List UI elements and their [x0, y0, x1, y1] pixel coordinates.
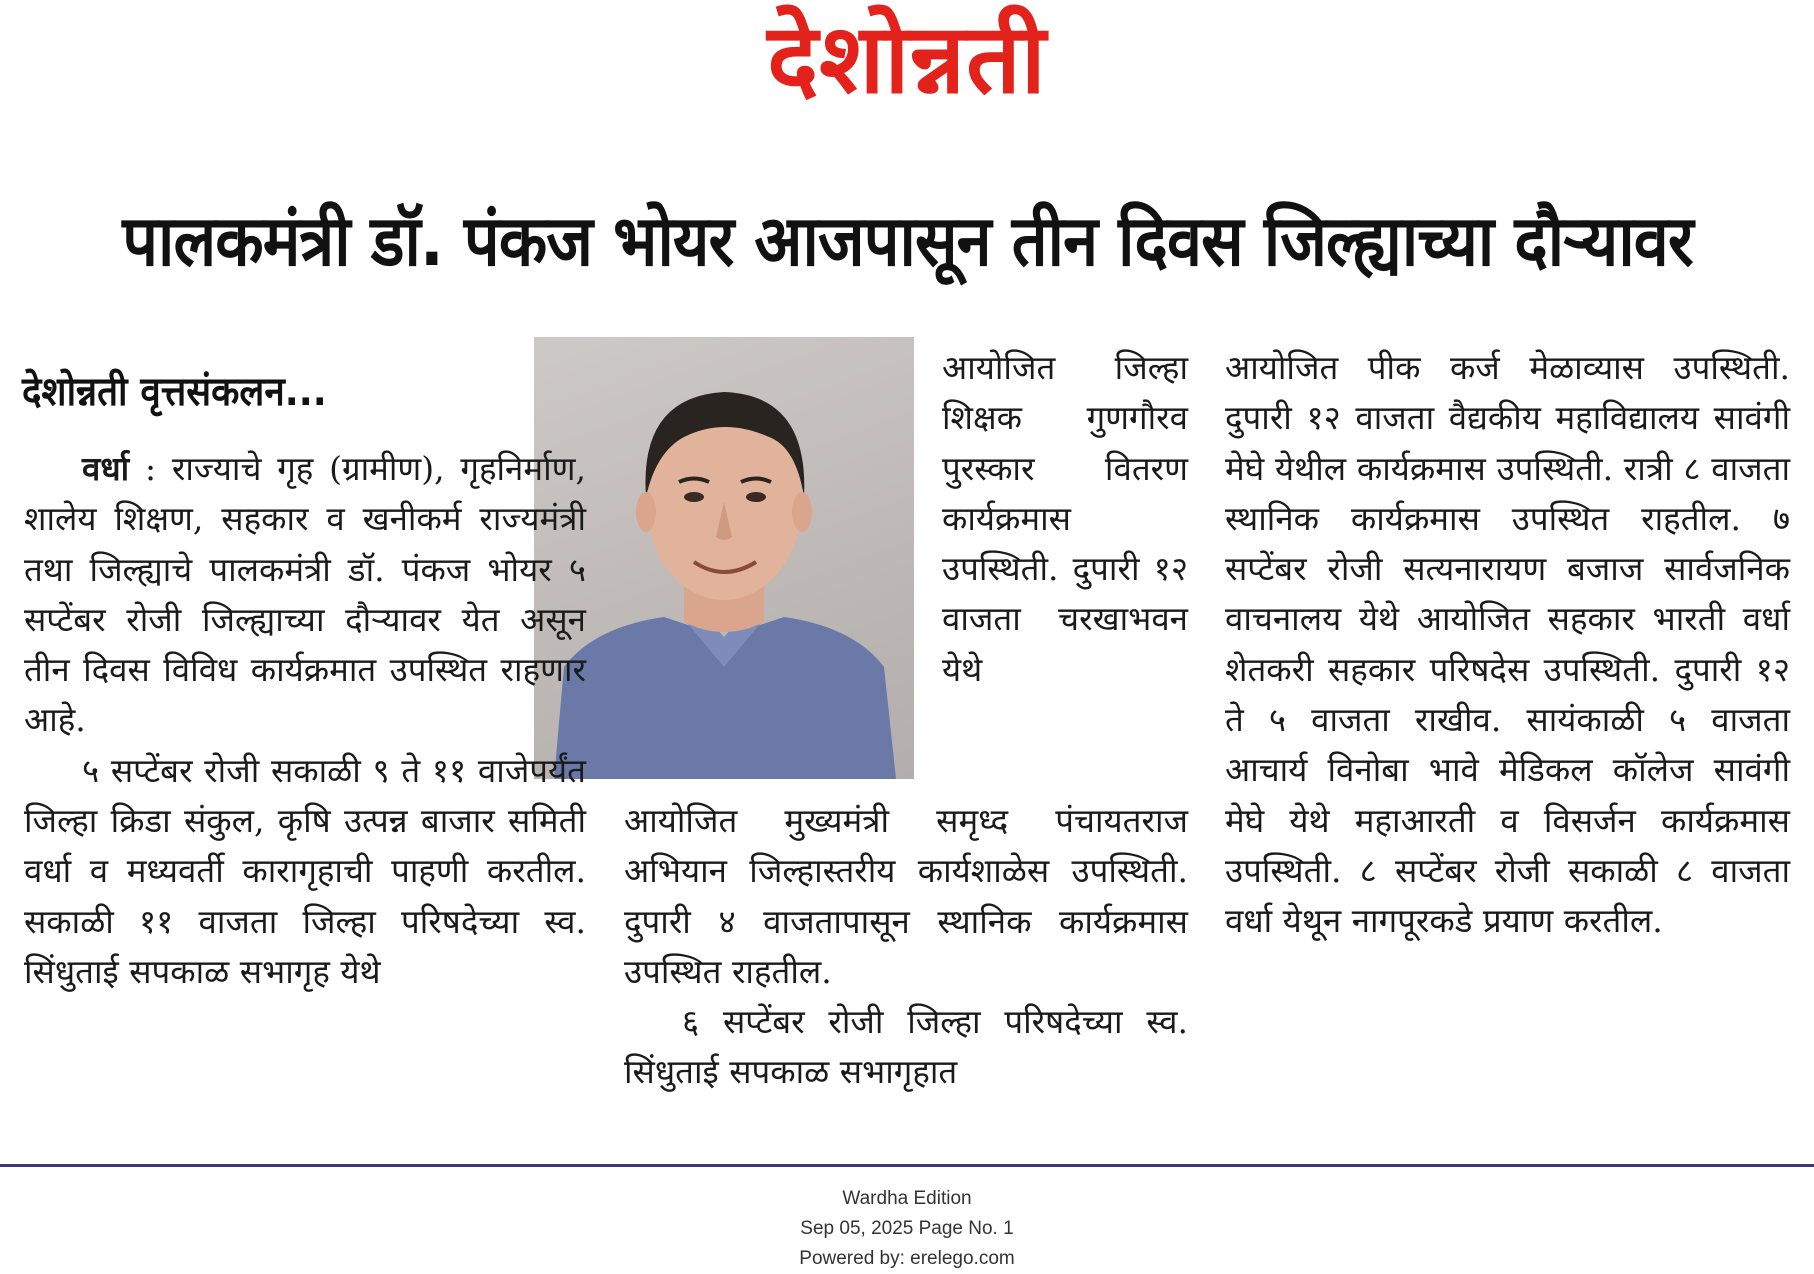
- date-page-label: Sep 05, 2025 Page No. 1: [800, 1218, 1014, 1239]
- powered-by-label[interactable]: Powered by: erelego.com: [799, 1248, 1015, 1269]
- edition-label: Wardha Edition: [842, 1188, 972, 1209]
- article-paragraph: आयोजित पीक कर्ज मेळाव्यास उपस्थिती. दुपारी १२ वाजता वैद्यकीय महाविद्यालय सावंगी मेघे येथील कार्यक्रमास उपस्थिती. रात्री ८ वाजता स्थानिक कार्यक्रमास उपस्थित राहतील. ७ सप्टेंबर रोजी सत्यनारायण बजाज सार्वजनिक वाचनालय येथे आयोजित सहकार भारती वर्धा शेतकरी सहकार परिषदेस उपस्थिती. दुपारी १२ ते ५ वाजता राखीव. सायंकाळी ५ वाजता आचार्य विनोबा भावे मेडिकल कॉलेज सावंगी मेघे येथे महाआरती व विसर्जन कार्यक्रमास उपस्थिती. ८ सप्टेंबर रोजी सकाळी ८ वाजता वर्धा येथून नागपूरकडे प्रयाण करतील.: [1225, 348, 1790, 941]
- masthead: [0, 0, 1814, 118]
- dateline: वर्धा: [82, 449, 130, 488]
- byline: देशोन्नती वृत्तसंकलन...: [22, 369, 327, 415]
- article-paragraph: वर्धा : राज्याचे गृह (ग्रामीण), गृहनिर्माण, शालेय शिक्षण, सहकार व खनीकर्म राज्यमंत्री तथा जिल्ह्याचे पालकमंत्री डॉ. पंकज भोयर ५ सप्टेंबर रोजी जिल्ह्याच्या दौऱ्यावर येत असून तीन दिवस विविध कार्यक्रमात उपस्थित राहणार आहे.: [24, 449, 586, 740]
- article-column-3: [1225, 343, 1790, 947]
- footer: [0, 1184, 1814, 1274]
- headline: [40, 188, 1774, 288]
- article-text: राज्याचे गृह (ग्रामीण), गृहनिर्माण, शालेय शिक्षण, सहकार व खनीकर्म राज्यमंत्री तथा जिल्ह्याचे पालकमंत्री डॉ. पंकज भोयर ५ सप्टेंबर रोजी जिल्ह्याच्या दौऱ्यावर येत असून तीन दिवस विविध कार्यक्रमात उपस्थित राहणार आहे.: [24, 449, 586, 740]
- article-column-2-top: [942, 343, 1188, 695]
- person-portrait-image: [534, 337, 914, 779]
- article-paragraph: ५ सप्टेंबर रोजी सकाळी ९ ते ११ वाजेपर्यंत जिल्हा क्रिडा संकुल, कृषि उत्पन्न बाजार समिती वर्धा व मध्यवर्ती कारागृहाची पाहणी करतील. सकाळी ११ वाजता जिल्हा परिषदेच्या स्व. सिंधुताई सपकाळ सभागृह येथे: [24, 750, 586, 991]
- footer-divider: [0, 1164, 1814, 1167]
- article-paragraph: ६ सप्टेंबर रोजी जिल्हा परिषदेच्या स्व. सिंधुताई सपकाळ सभागृहात: [624, 1002, 1188, 1092]
- article-column-1: [24, 444, 586, 997]
- article-column-2-bottom: [624, 796, 1188, 1098]
- article-photo: [534, 337, 914, 779]
- article-paragraph: आयोजित मुख्यमंत्री समृध्द पंचायतराज अभियान जिल्हास्तरीय कार्यशाळेस उपस्थिती. दुपारी ४ वाजतापासून स्थानिक कार्यक्रमास उपस्थित राहतील.: [624, 801, 1188, 991]
- masthead-title: देशोन्नती: [767, 3, 1047, 115]
- article-paragraph: आयोजित जिल्हा शिक्षक गुणगौरव पुरस्कार वितरण कार्यक्रमास उपस्थिती. दुपारी १२ वाजता चरखाभवन येथे: [942, 348, 1188, 689]
- headline-text: पालकमंत्री डॉ. पंकज भोयर आजपासून तीन दिवस जिल्ह्याच्या दौऱ्यावर: [121, 200, 1693, 282]
